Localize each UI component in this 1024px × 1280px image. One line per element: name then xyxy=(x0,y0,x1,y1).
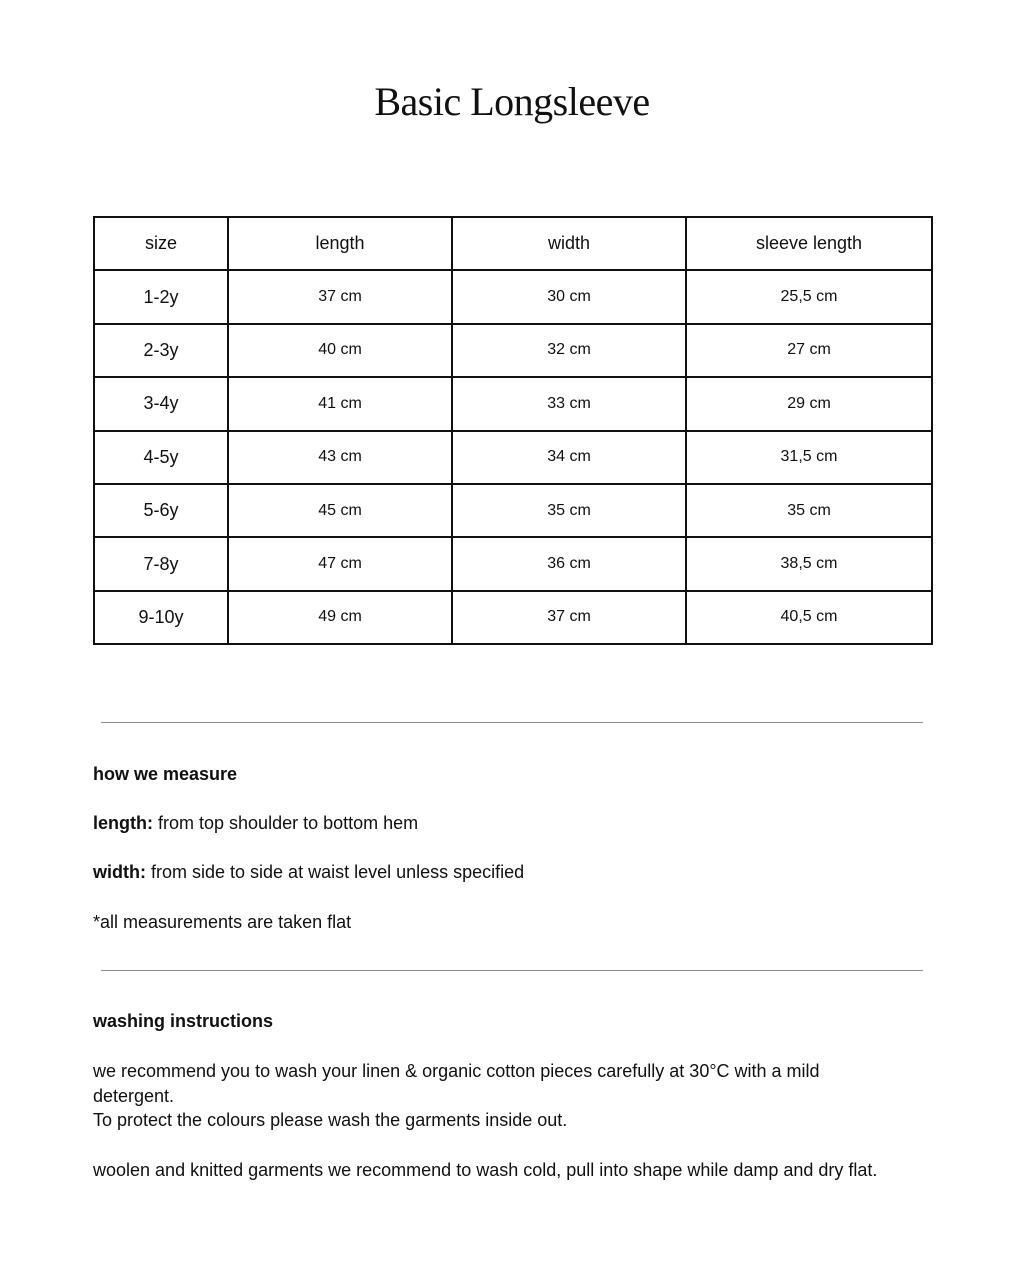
sleeve-length-cell: 35 cm xyxy=(686,484,932,537)
sleeve-length-cell: 38,5 cm xyxy=(686,537,932,590)
table-row xyxy=(94,484,932,537)
sleeve-length-cell: 27 cm xyxy=(686,324,932,377)
sleeve-length-cell: 40,5 cm xyxy=(686,591,932,644)
length-cell: 37 cm xyxy=(228,270,452,323)
length-definition xyxy=(93,811,933,836)
column-header-size: size xyxy=(94,217,228,270)
washing-paragraph: woolen and knitted garments we recommend to wash cold, pull into shape while damp and dry flat. xyxy=(93,1160,878,1180)
length-cell: 49 cm xyxy=(228,591,452,644)
table-row xyxy=(94,324,932,377)
length-cell: 40 cm xyxy=(228,324,452,377)
size-cell: 1-2y xyxy=(94,270,228,323)
width-cell: 34 cm xyxy=(452,431,686,484)
width-cell: 36 cm xyxy=(452,537,686,590)
washing-paragraph: we recommend you to wash your linen & organic cotton pieces carefully at 30°C with a mild detergent. xyxy=(93,1061,820,1106)
width-cell: 32 cm xyxy=(452,324,686,377)
table-header-row xyxy=(94,217,932,270)
table-row xyxy=(94,431,932,484)
table-row xyxy=(94,537,932,590)
width-description: from side to side at waist level unless specified xyxy=(151,862,525,882)
sleeve-length-cell: 31,5 cm xyxy=(686,431,932,484)
table-row xyxy=(94,377,932,430)
column-header-width: width xyxy=(452,217,686,270)
width-cell: 33 cm xyxy=(452,377,686,430)
measurement-note: *all measurements are taken flat xyxy=(93,912,352,932)
table-row xyxy=(94,270,932,323)
width-cell: 30 cm xyxy=(452,270,686,323)
size-cell: 7-8y xyxy=(94,537,228,590)
sleeve-length-cell: 25,5 cm xyxy=(686,270,932,323)
table-row xyxy=(94,591,932,644)
washing-paragraph: To protect the colours please wash the garments inside out. xyxy=(93,1110,568,1130)
length-label: length: xyxy=(93,813,153,833)
size-cell: 3-4y xyxy=(94,377,228,430)
length-cell: 43 cm xyxy=(228,431,452,484)
size-cell: 2-3y xyxy=(94,324,228,377)
size-cell: 4-5y xyxy=(94,431,228,484)
length-cell: 41 cm xyxy=(228,377,452,430)
size-chart-table xyxy=(93,216,933,645)
length-cell: 47 cm xyxy=(228,537,452,590)
sleeve-length-cell: 29 cm xyxy=(686,377,932,430)
section-divider xyxy=(101,722,923,723)
width-cell: 35 cm xyxy=(452,484,686,537)
column-header-length: length xyxy=(228,217,452,270)
length-description: from top shoulder to bottom hem xyxy=(158,813,419,833)
length-cell: 45 cm xyxy=(228,484,452,537)
width-definition xyxy=(93,860,933,885)
width-cell: 37 cm xyxy=(452,591,686,644)
measure-heading: how we measure xyxy=(93,764,238,784)
page-title: Basic Longsleeve xyxy=(374,79,650,124)
section-divider xyxy=(101,970,923,971)
size-cell: 5-6y xyxy=(94,484,228,537)
column-header-sleeve-length: sleeve length xyxy=(686,217,932,270)
washing-heading: washing instructions xyxy=(93,1011,274,1031)
width-label: width: xyxy=(93,862,146,882)
size-cell: 9-10y xyxy=(94,591,228,644)
